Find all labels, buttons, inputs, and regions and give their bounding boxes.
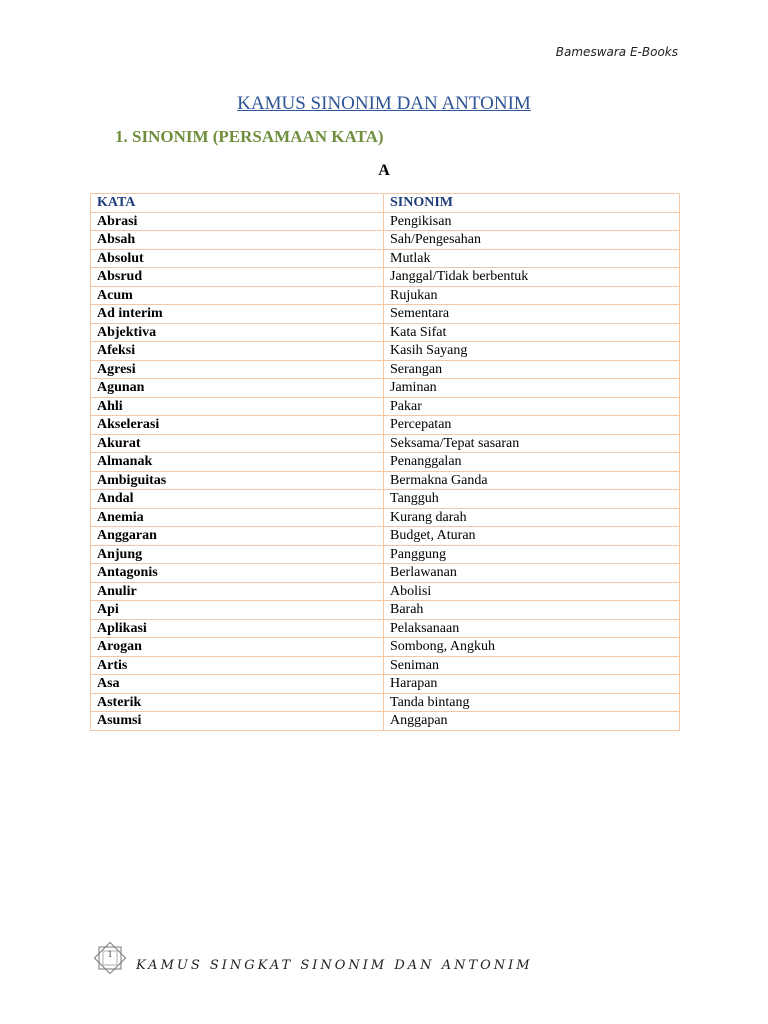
table-row: [91, 545, 680, 564]
table-row: [91, 601, 680, 620]
synonym-cell: Serangan: [384, 360, 680, 379]
word-cell: Akurat: [91, 434, 384, 453]
word-cell: Afeksi: [91, 342, 384, 361]
word-cell: Andal: [91, 490, 384, 509]
synonym-cell: Panggung: [384, 545, 680, 564]
synonym-cell: Jaminan: [384, 379, 680, 398]
word-cell: Asa: [91, 675, 384, 694]
word-cell: Ahli: [91, 397, 384, 416]
word-cell: Absrud: [91, 268, 384, 287]
word-cell: Artis: [91, 656, 384, 675]
synonym-cell: Seniman: [384, 656, 680, 675]
synonym-cell: Berlawanan: [384, 564, 680, 583]
word-cell: Antagonis: [91, 564, 384, 583]
table-row: [91, 638, 680, 657]
table-row: [91, 416, 680, 435]
synonym-cell: Janggal/Tidak berbentuk: [384, 268, 680, 287]
table-row: [91, 212, 680, 231]
synonym-cell: Tangguh: [384, 490, 680, 509]
table-row: [91, 490, 680, 509]
document-title: KAMUS SINONIM DAN ANTONIM: [237, 93, 531, 114]
footer-title: KAMUS SINGKAT SINONIM DAN ANTONIM: [136, 958, 533, 973]
table-row: [91, 379, 680, 398]
synonym-cell: Anggapan: [384, 712, 680, 731]
table-row: [91, 656, 680, 675]
table-row: [91, 360, 680, 379]
synonym-cell: Barah: [384, 601, 680, 620]
word-cell: Asumsi: [91, 712, 384, 731]
word-cell: Almanak: [91, 453, 384, 472]
column-header-kata: KATA: [91, 194, 384, 213]
word-cell: Acum: [91, 286, 384, 305]
synonym-cell: Pelaksanaan: [384, 619, 680, 638]
word-cell: Anemia: [91, 508, 384, 527]
table-row: [91, 453, 680, 472]
word-cell: Absolut: [91, 249, 384, 268]
synonym-cell: Pengikisan: [384, 212, 680, 231]
synonym-cell: Sombong, Angkuh: [384, 638, 680, 657]
table-row: [91, 527, 680, 546]
table-row: [91, 675, 680, 694]
synonym-table: [90, 193, 680, 731]
table-row: [91, 471, 680, 490]
table-row: [91, 712, 680, 731]
word-cell: Anulir: [91, 582, 384, 601]
synonym-cell: Budget, Aturan: [384, 527, 680, 546]
section-heading: 1. SINONIM (PERSAMAAN KATA): [115, 127, 384, 146]
letter-heading: A: [378, 162, 390, 179]
synonym-cell: Bermakna Ganda: [384, 471, 680, 490]
synonym-cell: Abolisi: [384, 582, 680, 601]
word-cell: Ad interim: [91, 305, 384, 324]
table-row: [91, 342, 680, 361]
word-cell: Ambiguitas: [91, 471, 384, 490]
table-header-row: [91, 194, 680, 213]
table-row: [91, 231, 680, 250]
table-row: [91, 397, 680, 416]
word-cell: Anjung: [91, 545, 384, 564]
word-cell: Anggaran: [91, 527, 384, 546]
word-cell: Aplikasi: [91, 619, 384, 638]
word-cell: Asterik: [91, 693, 384, 712]
table-row: [91, 508, 680, 527]
word-cell: Abjektiva: [91, 323, 384, 342]
synonym-cell: Sementara: [384, 305, 680, 324]
table-row: [91, 268, 680, 287]
word-cell: Absah: [91, 231, 384, 250]
synonym-cell: Kurang darah: [384, 508, 680, 527]
synonym-cell: Penanggalan: [384, 453, 680, 472]
word-cell: Api: [91, 601, 384, 620]
table-row: [91, 323, 680, 342]
synonym-cell: Kata Sifat: [384, 323, 680, 342]
synonym-cell: Harapan: [384, 675, 680, 694]
word-cell: Agunan: [91, 379, 384, 398]
table-row: [91, 582, 680, 601]
table-row: [91, 434, 680, 453]
table-row: [91, 286, 680, 305]
synonym-cell: Percepatan: [384, 416, 680, 435]
word-cell: Agresi: [91, 360, 384, 379]
table-row: [91, 305, 680, 324]
table-body: [91, 212, 680, 730]
word-cell: Abrasi: [91, 212, 384, 231]
page-footer: [90, 938, 690, 980]
synonym-cell: Sah/Pengesahan: [384, 231, 680, 250]
synonym-cell: Mutlak: [384, 249, 680, 268]
column-header-sinonim: SINONIM: [384, 194, 680, 213]
table-row: [91, 564, 680, 583]
table-row: [91, 249, 680, 268]
synonym-cell: Rujukan: [384, 286, 680, 305]
page-number: 1: [107, 949, 113, 959]
table-row: [91, 693, 680, 712]
synonym-cell: Kasih Sayang: [384, 342, 680, 361]
table-row: [91, 619, 680, 638]
synonym-cell: Pakar: [384, 397, 680, 416]
word-cell: Arogan: [91, 638, 384, 657]
synonym-cell: Tanda bintang: [384, 693, 680, 712]
publisher-label: Bameswara E-Books: [555, 45, 678, 59]
synonym-cell: Seksama/Tepat sasaran: [384, 434, 680, 453]
word-cell: Akselerasi: [91, 416, 384, 435]
